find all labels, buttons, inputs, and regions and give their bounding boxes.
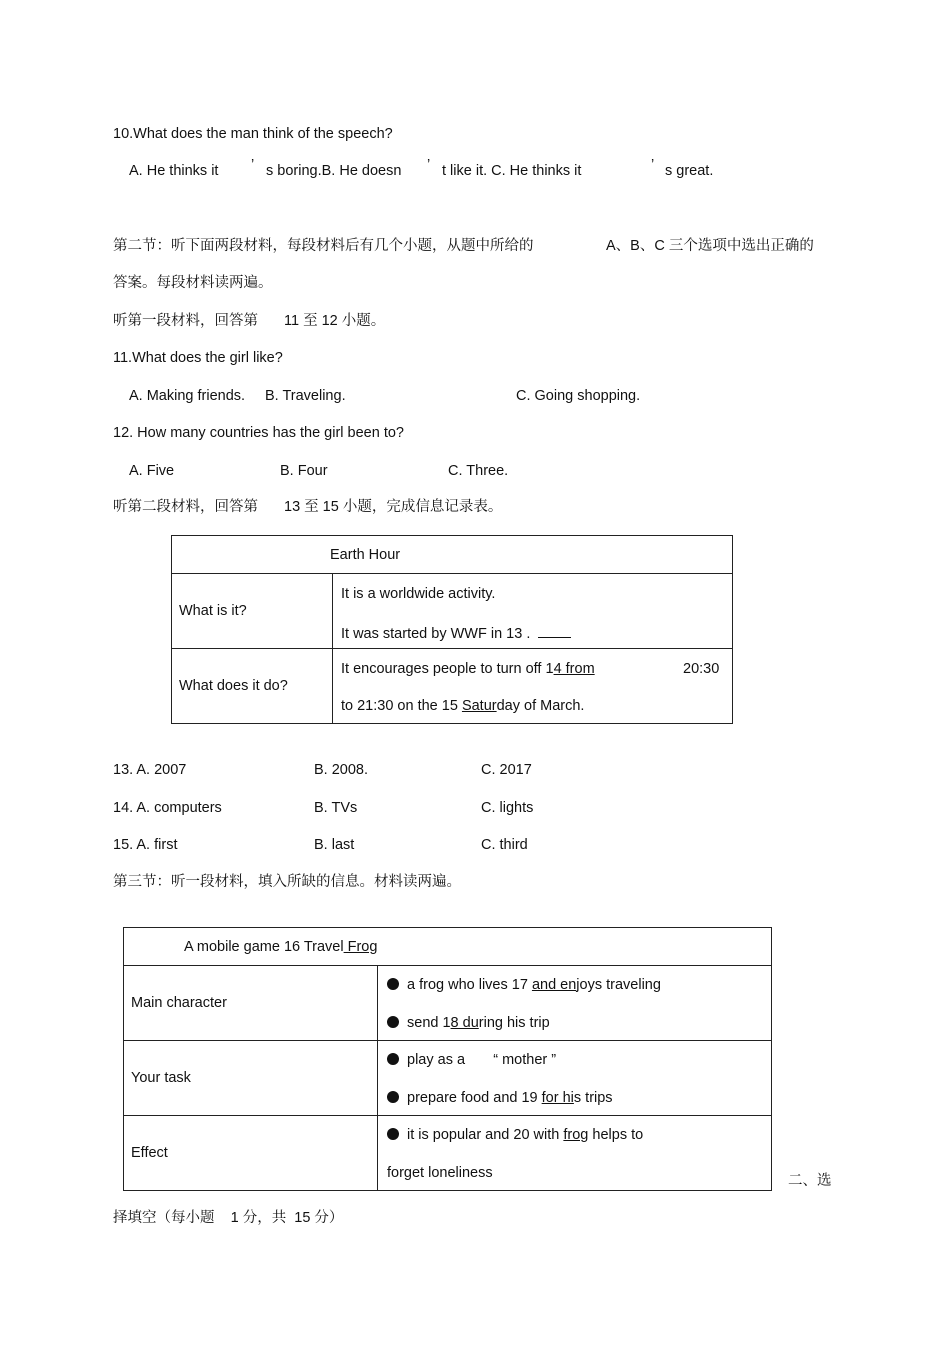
bullet-underlined: 8 du <box>450 1015 479 1031</box>
row2-line1-underlined: 4 from <box>553 661 595 677</box>
part2-heading: 听第二段材料，回答第 <box>113 499 258 515</box>
q12-option-c: C. Three. <box>448 463 509 479</box>
q11-option-c: C. Going shopping. <box>516 388 641 404</box>
apostrophe: ’ <box>427 157 431 173</box>
row1-line2 <box>341 625 571 642</box>
bullet-item <box>387 1091 613 1106</box>
question-12: 12. How many countries has the girl been to? <box>113 425 404 441</box>
q10-option-a-rest: s boring.B. He doesn <box>266 163 402 179</box>
table-title <box>124 928 772 966</box>
question-11: 11.What does the girl like? <box>113 350 283 366</box>
row1-line1: It is a worldwide activity. <box>341 586 496 602</box>
travel-frog-table <box>123 927 772 1191</box>
row2-line1-end: 20:30 <box>683 661 720 677</box>
bullet-underlined: frog <box>563 1127 589 1143</box>
bullet-text-end: ring his trip <box>478 1015 550 1031</box>
row-label: Effect <box>124 1116 378 1191</box>
section2-intro-line2: 答案。每段材料读两遍。 <box>113 275 273 291</box>
row-content <box>378 1041 772 1116</box>
section2-intro-abc: A、B、C 三个选项中选出正确的 <box>606 238 814 254</box>
section-next-side: 二、选 <box>788 1173 832 1189</box>
q11-option-a: A. Making friends. <box>129 388 246 404</box>
apostrophe: ’ <box>651 157 655 173</box>
q12-option-a: A. Five <box>129 463 175 479</box>
part2-range: 13 至 15 小题，完成信息记录表。 <box>284 499 503 515</box>
bullet-text: a frog who lives 17 <box>407 977 532 993</box>
bullet-item <box>387 1016 550 1031</box>
bullet-item <box>387 1053 556 1068</box>
bullet-item <box>387 1128 643 1143</box>
bullet-icon <box>387 1128 399 1140</box>
question-10: 10.What does the man think of the speech? <box>113 126 393 142</box>
row-content <box>378 966 772 1041</box>
bullet-icon <box>387 1091 399 1103</box>
bullet-icon <box>387 1016 399 1028</box>
row2-line1-start: It encourages people to turn off 1 <box>341 661 554 677</box>
bullet-text: prepare food and 19 <box>407 1090 542 1106</box>
row2-line1 <box>341 662 595 677</box>
bullet-text-end: joys traveling <box>576 977 661 993</box>
bullet-text: send 1 <box>407 1015 451 1031</box>
q15-option-a: 15. A. first <box>113 837 178 853</box>
row1-line2-text: It was started by WWF in 13 . <box>341 626 531 642</box>
table-title-text: A mobile game 16 Travel <box>184 938 344 955</box>
section2-intro-line1: 第二节：听下面两段材料，每段材料后有几个小题，从题中所给的 <box>113 238 534 254</box>
row2-line2 <box>341 699 584 714</box>
bullet-underlined: and en <box>531 977 577 993</box>
q10-option-a: A. He thinks it <box>129 163 219 179</box>
part1-range: 11 至 12 小题。 <box>284 313 386 329</box>
row-label: Main character <box>124 966 378 1041</box>
continuation-line: forget loneliness <box>387 1165 493 1181</box>
apostrophe: ’ <box>251 157 255 173</box>
q14-option-c: C. lights <box>481 800 534 816</box>
bullet-text-end: helps to <box>588 1127 644 1143</box>
row2-line2-end: day of March. <box>496 698 585 714</box>
earth-hour-table <box>171 535 733 724</box>
section3-intro: 第三节：听一段材料，填入所缺的信息。材料读两遍。 <box>113 874 461 890</box>
bullet-icon <box>387 978 399 990</box>
answer-blank <box>538 625 571 638</box>
bullet-text-end: s trips <box>573 1090 613 1106</box>
q10-option-c-rest: s great. <box>665 163 714 179</box>
row2-line2-start: to 21:30 on the 15 <box>341 698 462 714</box>
q15-option-c: C. third <box>481 837 528 853</box>
section-next-heading: 择填空（每小题 1 分，共 15 分） <box>113 1210 344 1226</box>
q13-option-a: 13. A. 2007 <box>113 762 187 778</box>
q12-option-b: B. Four <box>280 463 328 479</box>
row-label: What does it do? <box>172 649 333 724</box>
table-title-underlined: Frog <box>343 938 378 955</box>
table-title: Earth Hour <box>172 536 733 574</box>
q13-option-c: C. 2017 <box>481 762 532 778</box>
q15-option-b: B. last <box>314 837 355 853</box>
row-label: What is it? <box>172 574 333 649</box>
row2-line2-underlined: Satur <box>461 698 497 714</box>
row-content <box>378 1116 772 1191</box>
bullet-text: it is popular and 20 with <box>407 1127 564 1143</box>
bullet-item <box>387 978 661 993</box>
q13-option-b: B. 2008. <box>314 762 369 778</box>
bullet-text: play as a “ mother ” <box>407 1052 557 1068</box>
q14-option-a: 14. A. computers <box>113 800 222 816</box>
q11-option-b: B. Traveling. <box>265 388 346 404</box>
row-content <box>333 574 733 649</box>
bullet-icon <box>387 1053 399 1065</box>
q10-option-b-rest: t like it. C. He thinks it <box>442 163 582 179</box>
part1-heading: 听第一段材料，回答第 <box>113 313 258 329</box>
bullet-underlined: for hi <box>541 1090 574 1106</box>
q14-option-b: B. TVs <box>314 800 358 816</box>
row-content <box>333 649 733 724</box>
row-label: Your task <box>124 1041 378 1116</box>
